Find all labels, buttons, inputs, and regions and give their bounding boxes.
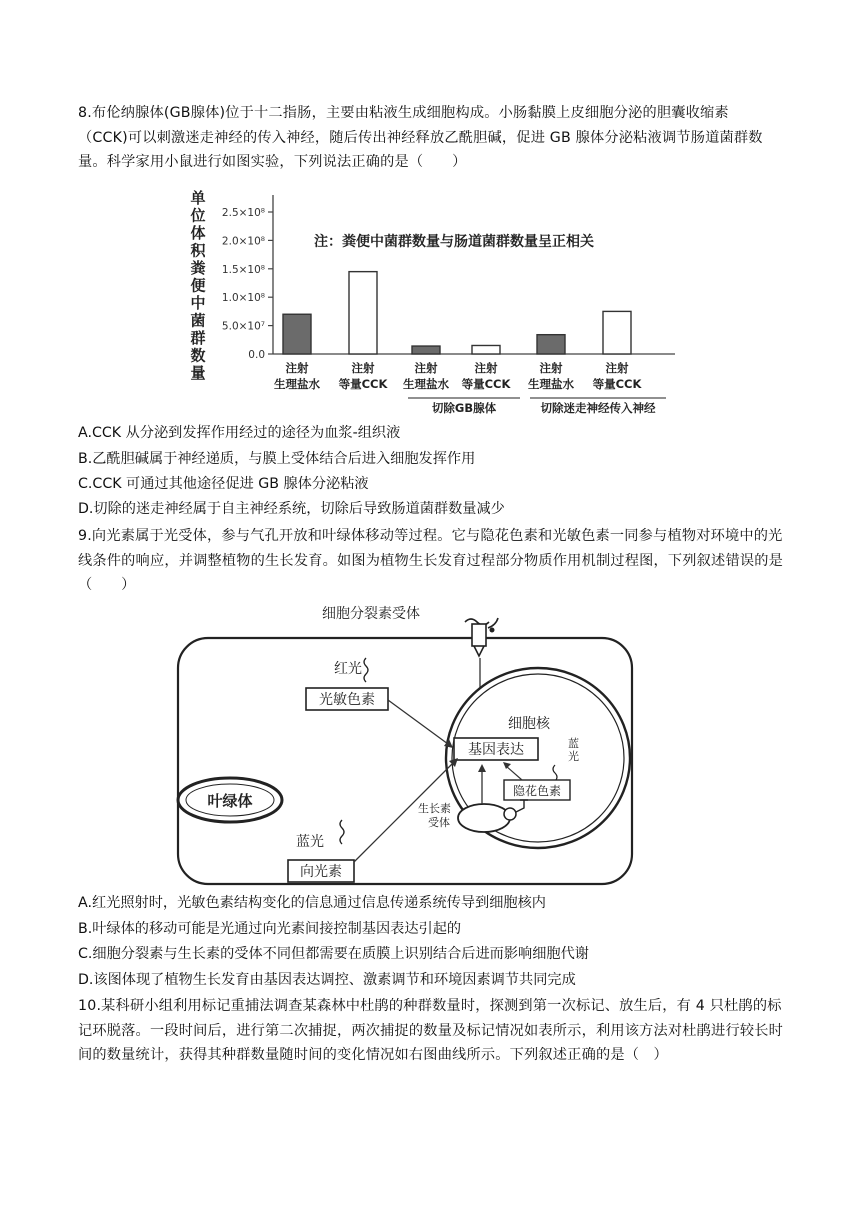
bar xyxy=(412,346,440,354)
y-tick-label: 0.0 xyxy=(248,349,265,361)
q9-option-d: D.该图体现了植物生长发育由基因表达调控、激素调节和环境因素调节共同完成 xyxy=(78,972,576,988)
chart-ylabel-char: 量 xyxy=(190,364,206,382)
svg-text:受体: 受体 xyxy=(428,816,450,829)
x-tick-label-bottom: 等量CCK xyxy=(461,377,511,391)
q8-option-c: C.CCK 可通过其他途径促进 GB 腺体分泌粘液 xyxy=(78,476,369,492)
q8-option-a: A.CCK 从分泌到发挥作用经过的途径为血浆-组织液 xyxy=(78,425,401,441)
red-light-label: 红光 xyxy=(334,661,362,677)
x-tick-label-top: 注射 xyxy=(351,361,375,375)
blue-light-left-label: 蓝光 xyxy=(296,834,324,850)
x-tick-label-bottom: 等量CCK xyxy=(338,377,388,391)
phototropin-label: 向光素 xyxy=(300,864,342,880)
chart-ylabel-char: 群 xyxy=(190,329,206,347)
bar xyxy=(472,345,500,354)
group-label-2: 切除迷走神经传入神经 xyxy=(540,401,656,415)
x-tick-label-top: 注射 xyxy=(539,361,563,375)
chart-ylabel-char: 粪 xyxy=(190,259,206,277)
x-tick-label-bottom: 等量CCK xyxy=(592,377,642,391)
group-label-1: 切除GB腺体 xyxy=(431,401,497,415)
bar xyxy=(537,335,565,354)
q10-stem: 10.某科研小组利用标记重捕法调查某森林中杜鹃的种群数量时，探测到第一次标记、放生后，有 4 只杜鹃的标记环脱落。一段时间后，进行第二次捕捉，两次捕捉的数量及标记情况如表所示，利用该方法对杜鹃进行较长时间的数量统计，获得其种群数量随时间的变化情况如右图曲线所示。下列叙述正确的是（ ） xyxy=(78,998,783,1063)
x-tick-label-top: 注射 xyxy=(285,361,309,375)
bar xyxy=(603,311,631,354)
chart-ylabel-char: 数 xyxy=(190,346,206,365)
gene-expression-label: 基因表达 xyxy=(468,742,524,758)
bar xyxy=(349,272,377,354)
x-tick-label-bottom: 生理盐水 xyxy=(274,377,320,391)
chart-note: 注：粪便中菌群数量与肠道菌群数量呈正相关 xyxy=(314,234,594,250)
x-tick-label-bottom: 生理盐水 xyxy=(403,377,449,391)
y-tick-label: 2.0×10⁸ xyxy=(221,235,265,248)
q9-option-a: A.红光照射时，光敏色素结构变化的信息通过信息传递系统传导到细胞核内 xyxy=(78,895,546,911)
x-tick-label-top: 注射 xyxy=(605,361,629,375)
chart-ylabel xyxy=(189,189,206,382)
x-tick-label-top: 注射 xyxy=(474,361,498,375)
chart-ylabel-char: 菌 xyxy=(190,311,206,330)
q9-option-b: B.叶绿体的移动可能是光通过向光素间接控制基因表达引起的 xyxy=(78,921,462,937)
q9-option-c: C.细胞分裂素与生长素的受体不同但都需要在质膜上识别结合后进而影响细胞代谢 xyxy=(78,946,589,962)
cryptochrome-label: 隐花色素 xyxy=(512,784,562,798)
bar xyxy=(283,314,311,354)
q8-option-d: D.切除的迷走神经属于自主神经系统，切除后导致肠道菌群数量减少 xyxy=(78,501,505,517)
chart-ylabel-char: 体 xyxy=(190,224,206,242)
chart-ylabel-char: 位 xyxy=(190,206,206,225)
chart-ylabel-char: 单 xyxy=(190,189,206,207)
chart-ylabel-char: 积 xyxy=(190,241,206,260)
x-tick-label-top: 注射 xyxy=(414,361,438,375)
phytochrome-label: 光敏色素 xyxy=(319,692,375,708)
q8-option-b: B.乙酰胆碱属于神经递质，与膜上受体结合后进入细胞发挥作用 xyxy=(78,451,476,467)
blue-light-right-label: 蓝光 xyxy=(568,737,579,763)
y-tick-label: 5.0×10⁷ xyxy=(221,320,265,333)
chloroplast-label: 叶绿体 xyxy=(207,792,253,810)
cytokinin-receptor-label: 细胞分裂素受体 xyxy=(322,606,420,622)
chart-ylabel-char: 便 xyxy=(190,276,206,295)
chart-ylabel-char: 中 xyxy=(190,294,206,312)
y-tick-label: 1.0×10⁸ xyxy=(221,292,265,305)
q9-cell-diagram xyxy=(170,600,640,890)
y-tick-label: 1.5×10⁸ xyxy=(221,263,265,276)
y-tick-label: 2.5×10⁸ xyxy=(221,207,265,219)
q8-bar-chart xyxy=(180,181,680,419)
q9-stem: 9.向光素属于光受体，参与气孔开放和叶绿体移动等过程。它与隐花色素和光敏色素一同参与植物对环境中的光线条件的响应，并调整植物的生长发育。如图为植物生长发育过程部分物质作用机制过程图，下列叙述错误的是（ ） xyxy=(78,528,783,593)
q8-stem: 8.布伦纳腺体(GB腺体)位于十二指肠，主要由粘液生成细胞构成。小肠黏膜上皮细胞分泌的胆囊收缩素 （CCK)可以刺激迷走神经的传入神经，随后传出神经释放乙酰胆碱，促进 GB 腺体分泌粘液调节肠道菌群数量。科学家用小鼠进行如图实验，下列说法正确的是（ ） xyxy=(78,105,763,170)
auxin-receptor-label: 生长素 xyxy=(418,802,451,815)
x-tick-label-bottom: 生理盐水 xyxy=(528,377,574,391)
auxin-receptor-icon xyxy=(458,804,510,832)
nucleus-label: 细胞核 xyxy=(508,716,550,732)
